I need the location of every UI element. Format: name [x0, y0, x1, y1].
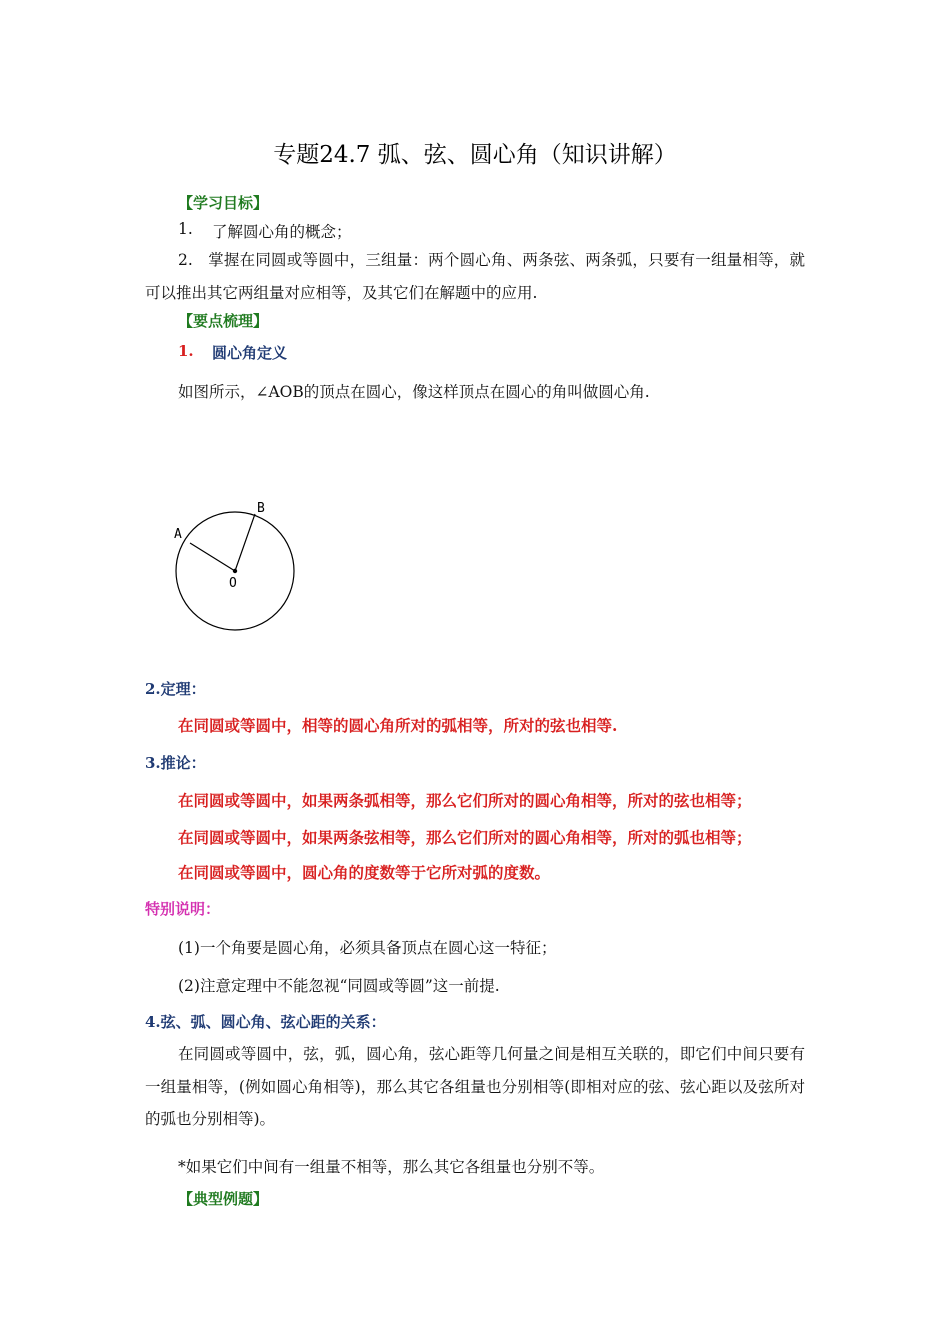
- note-heading: 特别说明：: [145, 900, 221, 918]
- goal-2-number: 2.: [178, 251, 193, 269]
- section-1-title: 圆心角定义: [212, 344, 288, 362]
- goal-1-number: 1.: [178, 220, 193, 238]
- points-heading: 【要点梳理】: [178, 312, 269, 330]
- corollary-line-1: 在同圆或等圆中，如果两条弧相等，那么它们所对的圆心角相等，所对的弦也相等；: [178, 791, 752, 810]
- goals-heading: 【学习目标】: [178, 194, 269, 212]
- page-title: 专题24.7 弧、弦、圆心角（知识讲解）: [273, 142, 677, 168]
- section-3-heading: 3.推论：: [145, 754, 206, 772]
- corollary-line-2: 在同圆或等圆中，如果两条弦相等，那么它们所对的圆心角相等，所对的弧也相等；: [178, 828, 752, 847]
- center-point: [233, 569, 237, 573]
- note-line-1: (1)一个角要是圆心角，必须具备顶点在圆心这一特征；: [178, 939, 557, 957]
- theorem-text: 在同圆或等圆中，相等的圆心角所对的弧相等，所对的弦也相等.: [178, 716, 618, 735]
- section-4-text: 在同圆或等圆中，弦，弧，圆心角，弦心距等几何量之间是相互关联的，即它们中间只要有一组量相等，(例如圆心角相等)，那么其它各组量也分别相等(即相对应的弦、弦心距以及弦所对的弧也分别相等)。: [145, 1045, 805, 1128]
- radius-ob: [235, 514, 255, 571]
- radius-oa: [190, 543, 235, 571]
- circle-figure: [165, 495, 305, 640]
- goal-2-text: 掌握在同圆或等圆中，三组量：两个圆心角、两条弦、两条弧，只要有一组量相等，就可以推出其它两组量对应相等，及其它们在解题中的应用.: [145, 251, 805, 302]
- goal-2: [145, 244, 805, 309]
- section-1-number: 1.: [178, 342, 194, 360]
- label-o: O: [229, 576, 237, 591]
- goal-1-text: 了解圆心角的概念；: [212, 223, 352, 241]
- label-b: B: [257, 501, 265, 516]
- corollary-line-3: 在同圆或等圆中，圆心角的度数等于它所对弧的度数。: [178, 863, 551, 882]
- examples-heading: 【典型例题】: [178, 1190, 269, 1208]
- section-4-note: *如果它们中间有一组量不相等，那么其它各组量也分别不等。: [178, 1158, 605, 1176]
- label-a: A: [174, 527, 182, 542]
- section-1-text: 如图所示，∠AOB的顶点在圆心，像这样顶点在圆心的角叫做圆心角.: [178, 383, 650, 401]
- section-2-heading: 2.定理：: [145, 680, 206, 698]
- note-line-2: (2)注意定理中不能忽视“同圆或等圆”这一前提.: [178, 977, 500, 995]
- section-4-heading: 4.弦、弧、圆心角、弦心距的关系：: [145, 1013, 386, 1031]
